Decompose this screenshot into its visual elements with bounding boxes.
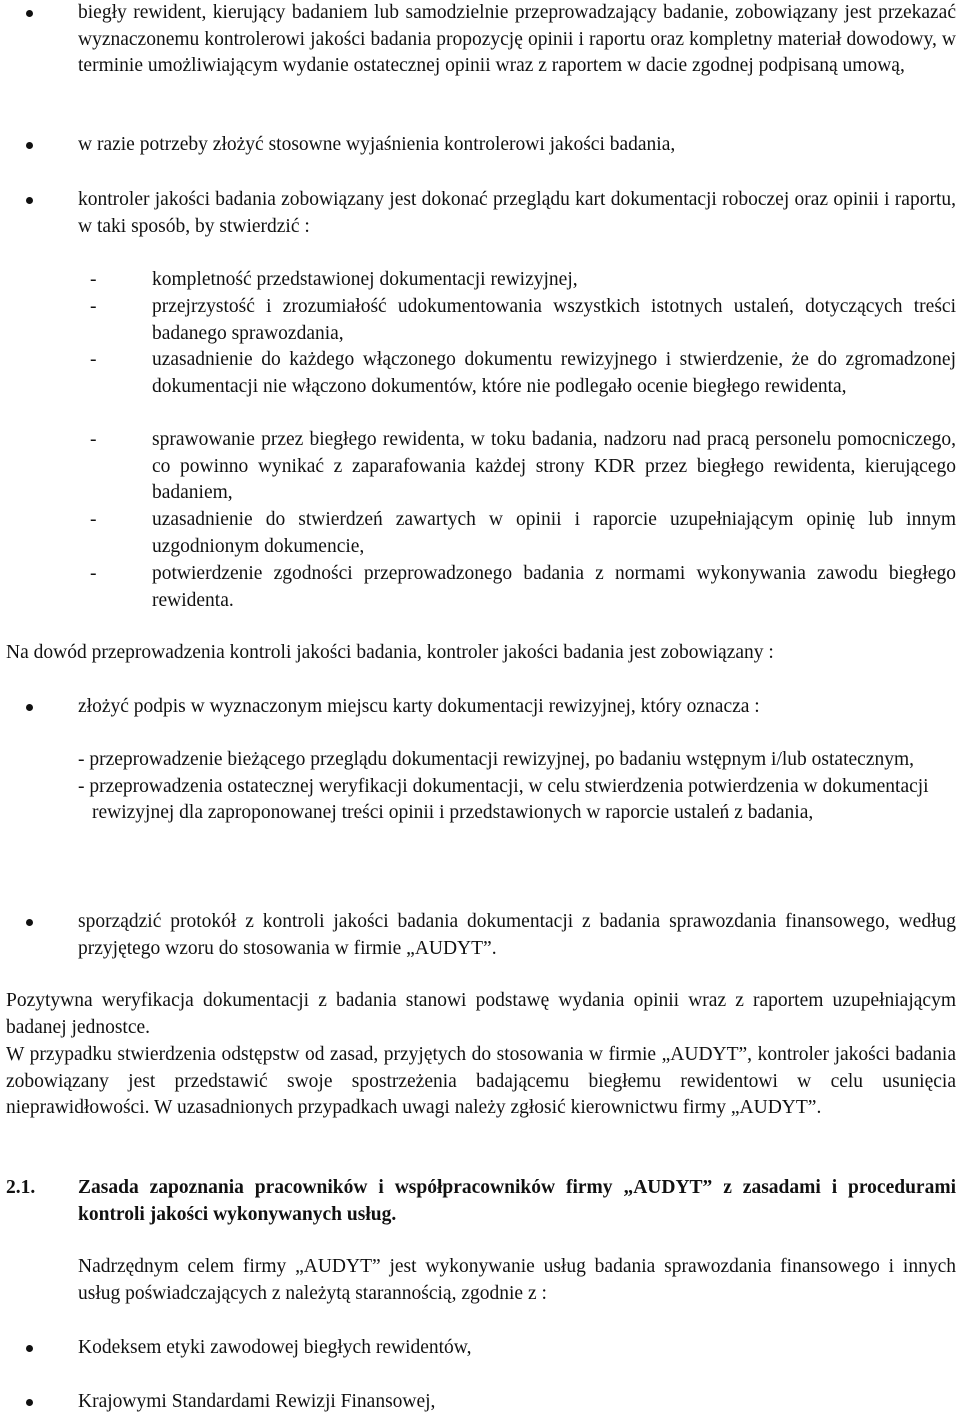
dash-item-justification: - uzasadnienie do każdego włączonego dokumentu rewizyjnego i stwierdzenie, że do zgromadzonej dokumentacji nie włączono dokumentów, które nie podlegało ocenie biegłego rewidenta, xyxy=(152,347,956,400)
dash-item-completeness: - kompletność przedstawionej dokumentacji rewizyjnej, xyxy=(152,267,956,294)
sign-sublist xyxy=(78,747,956,827)
section-title: Zasada zapoznania pracowników i współpracowników firmy „AUDYT” z zasadami i procedurami kontroli jakości wykonywanych usług. xyxy=(78,1177,956,1225)
bullet-auditor-duty: biegły rewident, kierujący badaniem lub samodzielnie przeprowadzający badanie, zobowiązany jest przekazać wyznaczonemu kontrolerowi jakości badania propozycję opinii i raportu oraz kompletny materiał dowodowy, w terminie umożliwiającym wydanie ostatecznej opinii wraz z raportem w dacie zgodnej podpisaną umową, xyxy=(78,0,956,80)
dash-item-statements: - uzasadnienie do stwierdzeń zawartych w opinii i raporcie uzupełniającym opinię lub innym uzgodnionym dokumencie, xyxy=(152,507,956,560)
para-deviation: W przypadku stwierdzenia odstępstw od zasad, przyjętych do stosowania w firmie „AUDYT”, kontroler jakości badania zobowiązany jest przedstawić swoje spostrzeżenia badającemu biegłemu rewidentowi w celu usunięcia nieprawidłowości. W uzasadnionych przypadkach uwagi należy zgłosić kierownictwu firmy „AUDYT”. xyxy=(6,1044,956,1118)
sign-sub-item-review: - przeprowadzenie bieżącego przeglądu dokumentacji rewizyjnej, po badaniu wstępnym i/lub ostatecznym, xyxy=(78,749,915,770)
bullet-standards: Krajowymi Standardami Rewizji Finansowej, xyxy=(78,1389,956,1416)
proof-intro: Na dowód przeprowadzenia kontroli jakości badania, kontroler jakości badania jest zobowiązany : xyxy=(6,642,774,663)
dash-item-supervision: - sprawowanie przez biegłego rewidenta, w toku badania, nadzoru nad pracą personelu pomocniczego, co powinno wynikać z zaparafowania każdej strony KDR przez biegłego rewidenta, kierującego badaniem, xyxy=(152,427,956,507)
sign-sub-item-verification: - przeprowadzenia ostatecznej weryfikacji dokumentacji, w celu stwierdzenia potwierdzenia w dokumentacji rewizyjnej dla zaproponowanej treści opinii i przedstawionych w raporcie ustaleń z badania, xyxy=(78,775,929,823)
bullet-ethics-code: Kodeksem etyki zawodowej biegłych rewidentów, xyxy=(78,1335,956,1362)
bullet-controller-review: kontroler jakości badania zobowiązany jest dokonać przeglądu kart dokumentacji roboczej oraz opinii i raportu, w taki sposób, by stwierdzić : xyxy=(78,187,956,240)
bullet-explanations: w razie potrzeby złożyć stosowne wyjaśnienia kontrolerowi jakości badania, xyxy=(78,132,956,159)
dash-item-conformity: - potwierdzenie zgodności przeprowadzonego badania z normami wykonywania zawodu biegłego rewidenta. xyxy=(152,561,956,614)
section-heading xyxy=(6,1175,956,1228)
bullet-protocol: sporządzić protokół z kontroli jakości badania dokumentacji z badania sprawozdania finansowego, według przyjętego wzoru do stosowania w firmie „AUDYT”. xyxy=(78,909,956,962)
section-intro: Nadrzędnym celem firmy „AUDYT” jest wykonywanie usług badania sprawozdania finansowego i innych usług poświadczających z należytą starannością, zgodnie z : xyxy=(78,1256,956,1304)
para-positive-verification: Pozytywna weryfikacja dokumentacji z badania stanowi podstawę wydania opinii wraz z raportem uzupełniającym badanej jednostce. xyxy=(6,990,956,1038)
bullet-sign: złożyć podpis w wyznaczonym miejscu karty dokumentacji rewizyjnej, który oznacza : xyxy=(78,694,956,721)
dash-item-transparency: - przejrzystość i zrozumiałość udokumentowania wszystkich istotnych ustaleń, dotyczących treści badanego sprawozdania, xyxy=(152,294,956,347)
section-number: 2.1. xyxy=(6,1177,36,1198)
